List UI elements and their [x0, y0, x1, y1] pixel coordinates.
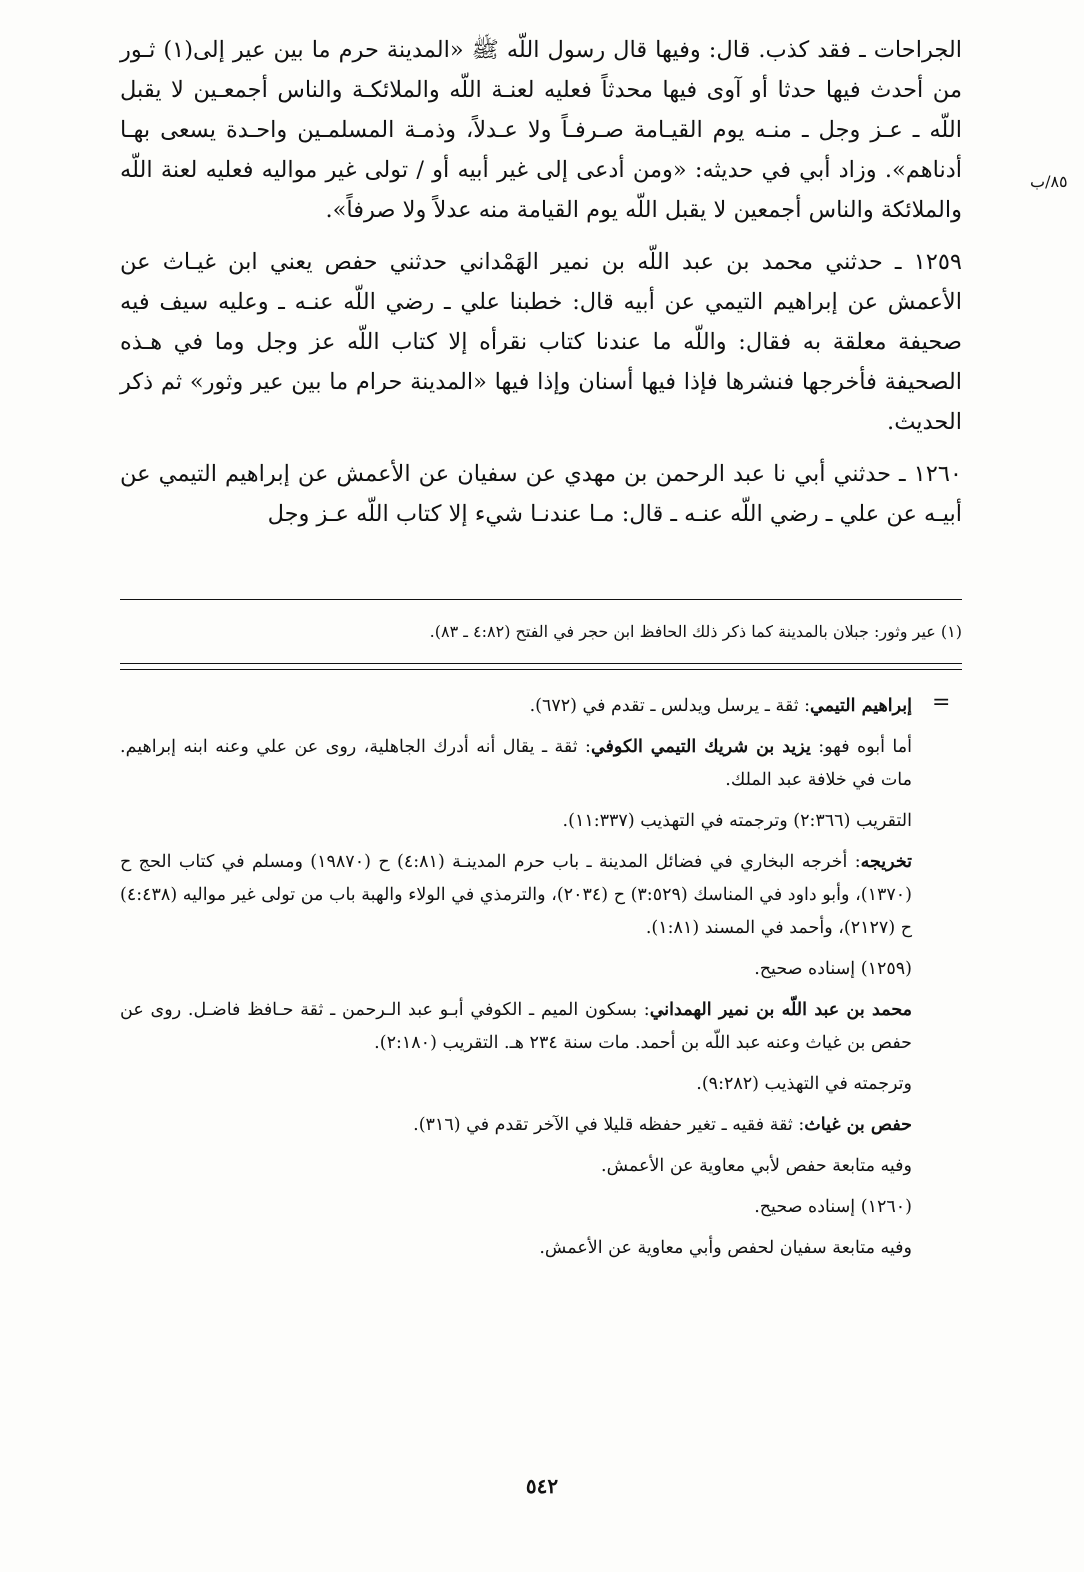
commentary-takhrij: تخريجه: أخرجه البخاري في فضائل المدينة ـ باب حرم المدينـة (٤:٨١) ح (١٩٨٧٠) ومسلم في كتاب الحج ح (١٣٧٠)، وأبو داود في المناسك (٣:٥٢٩) ح (٢٠٣٤)، والترمذي في الولاء والهبة باب من تولى غير مواليه (٤:٤٣٨) ح (٢١٢٧)، وأحمد في المسند (١:٨١). — [120, 852, 912, 938]
paragraph-hadith-1260: ١٢٦٠ ـ حدثني أبي نا عبد الرحمن بن مهدي عن سفيان عن الأعمش عن إبراهيم التيمي عن أبيـه عن علي ـ رضي اللّه عنـه ـ قال: مـا عندنـا شيء إلا كتاب اللّه عـز وجل — [120, 461, 962, 527]
commentary-ibrahim: إبراهيم التيمي: ثقة ـ يرسل ويدلس ـ تقدم في (٦٧٢). — [529, 696, 912, 716]
commentary — [120, 690, 912, 1273]
page-number: ٥٤٢ — [525, 1474, 559, 1498]
narrator-name: إبراهيم التيمي — [810, 696, 912, 716]
main-text — [120, 30, 962, 546]
commentary-tahdhib: وترجمته في التهذيب (٩:٢٨٢). — [696, 1074, 912, 1094]
paragraph-hadith-continuation: الجراحات ـ فقد كذب. قال: وفيها قال رسول اللّه ﷺ «المدينة حرم ما بين عير إلى(١) ثـور من أحدث فيها حدثا أو آوى فيها محدثاً فعليه لعنـة اللّه والملائكـة والناس أجمعـين لا يقبل اللّه ـ عـز وجل ـ منـه يوم القيـامة صـرفـاً ولا عـدلاً، وذمـة المسلمـين واحـدة يسعى بهـا أدناهم». وزاد أبي في حديثه: «ومن أدعى إلى غير أبيه أو / تولى غير مواليه فعليه لعنة اللّه والملائكة والناس أجمعين لا يقبل اللّه يوم القيامة منه عدلاً ولا صرفاً». — [120, 37, 962, 223]
narrator-name: محمد بن عبد اللّه بن نمير الهمداني — [649, 1000, 913, 1020]
commentary-hafs: حفص بن غياث: ثقة فقيه ـ تغير حفظه قليلا في الآخر تقدم في (٣١٦). — [413, 1115, 912, 1135]
manuscript-folio-marker: ٨٥/ب — [1030, 172, 1068, 191]
footnote-divider — [120, 599, 962, 600]
section-label: تخريجه — [860, 852, 912, 872]
commentary-isnad-1259: (١٢٥٩) إسناده صحيح. — [754, 959, 912, 979]
paragraph-hadith-1259: ١٢٥٩ ـ حدثني محمد بن عبد اللّه بن نمير الهَمْداني حدثني حفص يعني ابن غيـاث عن الأعمش عن إبراهيم التيمي عن أبيه قال: خطبنا علي ـ رضي اللّه عنـه ـ وعليه سيف فيه صحيفة معلقة به فقال: واللّه ما عندنا كتاب نقرأه إلا كتاب اللّه عز وجل وما في هـذه الصحيفة فأخرجها فنشرها فإذا فيها أسنان وإذا فيها «المدينة حرام ما بين عير وثور» ثم ذكر الحديث. — [120, 249, 962, 435]
commentary-isnad-1260: (١٢٦٠) إسناده صحيح. — [754, 1197, 912, 1217]
footnote: (١) عير وثور: جبلان بالمدينة كما ذكر ذلك الحافظ ابن حجر في الفتح (٤:٨٢ ـ ٨٣). — [429, 622, 962, 641]
commentary-ibn-numayr: محمد بن عبد اللّه بن نمير الهمداني: بسكون الميم ـ الكوفي أبـو عبد الـرحمن ـ ثقة حـافظ فاضـل. روى عن حفص بن غياث وعنه عبد اللّه بن أحمد. مات سنة ٢٣٤ هـ. التقريب (٢:١٨٠). — [120, 1000, 913, 1053]
commentary-reference: التقريب (٢:٣٦٦) وترجمته في التهذيب (١١:٣٣٧). — [562, 811, 912, 831]
commentary-divider-top — [120, 663, 962, 664]
narrator-name: حفص بن غياث — [804, 1115, 912, 1135]
commentary-father: أما أبوه فهو: يزيد بن شريك التيمي الكوفي: ثقة ـ يقال أنه أدرك الجاهلية، روى عن علي وعنه ابنه إبراهيم. مات في خلافة عبد الملك. — [120, 737, 912, 790]
commentary-mutaba-1: وفيه متابعة حفص لأبي معاوية عن الأعمش. — [601, 1156, 912, 1176]
commentary-divider-bottom — [120, 669, 962, 670]
continuation-mark: = — [932, 690, 951, 715]
commentary-mutaba-2: وفيه متابعة سفيان لحفص وأبي معاوية عن الأعمش. — [539, 1238, 912, 1258]
narrator-name: يزيد بن شريك التيمي الكوفي — [590, 737, 811, 757]
